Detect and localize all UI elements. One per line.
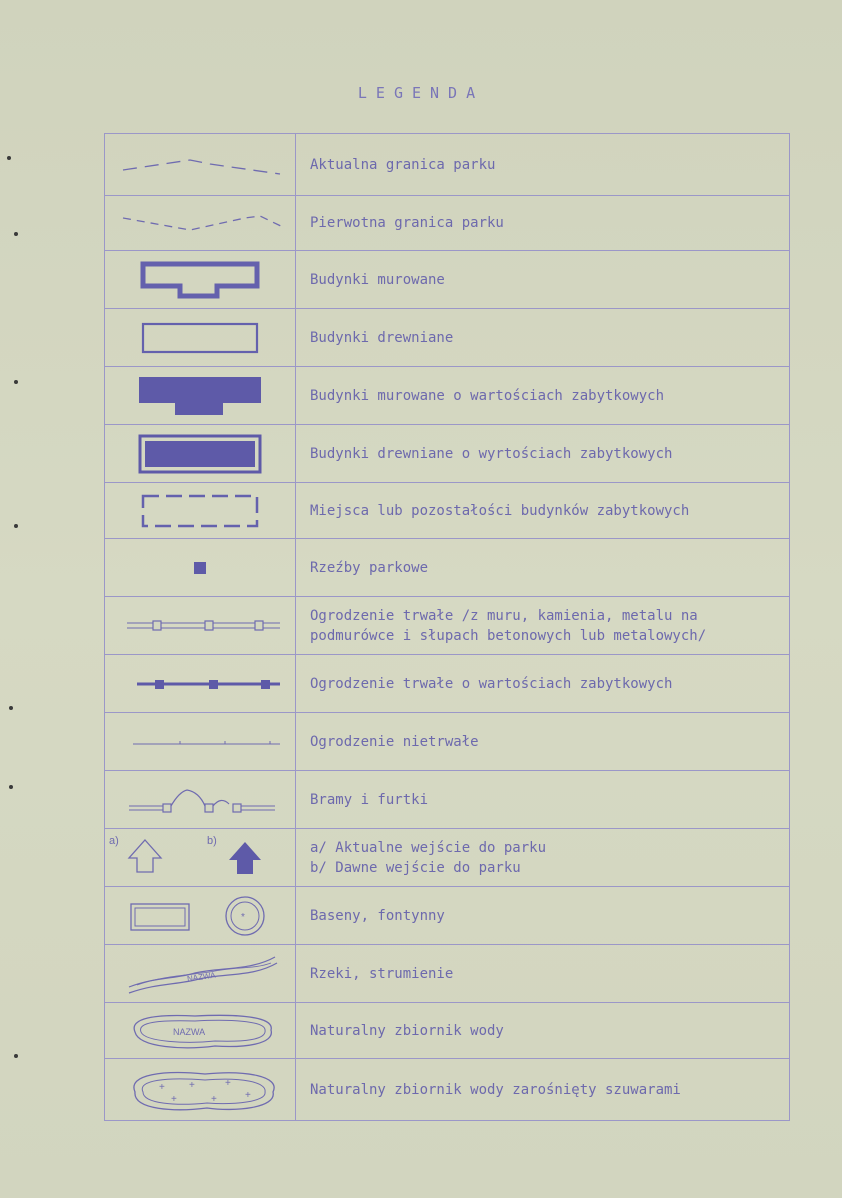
- symbol-cell: [105, 713, 296, 771]
- legend-row: [105, 771, 790, 829]
- svg-text:*: *: [241, 911, 245, 923]
- svg-text:+: +: [159, 1081, 165, 1093]
- legend-row: [105, 1003, 790, 1059]
- legend-row: [105, 367, 790, 425]
- label-b: b): [207, 834, 217, 847]
- gate-icon: [115, 780, 285, 820]
- symbol-cell: [105, 483, 296, 539]
- masonry-building-outline-icon: [135, 258, 265, 302]
- symbol-cell: [105, 425, 296, 483]
- legend-row: [105, 134, 790, 196]
- symbol-cell: [105, 597, 296, 655]
- symbol-cell: [105, 196, 296, 251]
- legend-row: [105, 309, 790, 367]
- pool-fountain-icon: [115, 894, 285, 938]
- fence-hollow-posts-icon: [115, 614, 285, 638]
- svg-text:+: +: [211, 1093, 217, 1105]
- legend-table: [104, 133, 790, 1121]
- river-icon: [115, 949, 285, 999]
- wooden-building-outline-icon: [135, 318, 265, 358]
- legend-row: [105, 713, 790, 771]
- legend-description-line-1: Ogrodzenie trwałe /z muru, kamienia, metalu na: [310, 607, 698, 624]
- label-a: a): [109, 834, 119, 847]
- legend-description: Budynki drewniane o wyrtościach zabytkowych: [296, 425, 790, 483]
- dashed-peak-line-icon: [115, 150, 285, 180]
- legend-description: Miejsca lub pozostałości budynków zabytkowych: [296, 483, 790, 539]
- legend-description: Ogrodzenie nietrwałe: [296, 713, 790, 771]
- symbol-cell: [105, 887, 296, 945]
- legend-row: [105, 887, 790, 945]
- fence-ticks-icon: [115, 732, 285, 752]
- symbol-cell: [105, 655, 296, 713]
- legend-description: Budynki drewniane: [296, 309, 790, 367]
- wooden-building-filled-icon: [135, 432, 265, 476]
- svg-text:+: +: [189, 1079, 195, 1091]
- legend-description: Bramy i furtki: [296, 771, 790, 829]
- legend-row: [105, 539, 790, 597]
- symbol-cell: [105, 134, 296, 196]
- legend-row: [105, 655, 790, 713]
- legend-description: Baseny, fontynny: [296, 887, 790, 945]
- page-title: LEGENDA: [357, 84, 485, 102]
- margin-mark: [14, 232, 18, 236]
- symbol-cell: [105, 1059, 296, 1121]
- legend-description: Aktualna granica parku: [296, 134, 790, 196]
- legend-description: [296, 597, 790, 655]
- legend-description-line-1: a/ Aktualne wejście do parku: [310, 839, 547, 856]
- legend-description: Naturalny zbiornik wody: [296, 1003, 790, 1059]
- symbol-cell: [105, 1003, 296, 1059]
- overgrown-pond-icon: [115, 1062, 285, 1118]
- legend-description: Naturalny zbiornik wody zarośnięty szuwarami: [296, 1059, 790, 1121]
- legend-description: Budynki murowane o wartościach zabytkowych: [296, 367, 790, 425]
- symbol-cell: [105, 251, 296, 309]
- symbol-cell: [105, 945, 296, 1003]
- legend-row: [105, 196, 790, 251]
- pond-name-label: NAZWA: [173, 1026, 206, 1037]
- legend-description: Rzeźby parkowe: [296, 539, 790, 597]
- legend-description: Budynki murowane: [296, 251, 790, 309]
- svg-text:+: +: [225, 1077, 231, 1089]
- legend-description: [296, 829, 790, 887]
- symbol-cell: [105, 309, 296, 367]
- legend-row: [105, 829, 790, 887]
- margin-mark: [14, 380, 18, 384]
- legend-row: [105, 945, 790, 1003]
- legend-description: Pierwotna granica parku: [296, 196, 790, 251]
- legend-description: Ogrodzenie trwałe o wartościach zabytkowych: [296, 655, 790, 713]
- margin-mark: [7, 156, 11, 160]
- legend-row: [105, 597, 790, 655]
- svg-text:+: +: [171, 1093, 177, 1105]
- fence-filled-posts-icon: [115, 672, 285, 696]
- pond-icon: [115, 1006, 285, 1056]
- dashed-rectangle-icon: [135, 490, 265, 532]
- masonry-building-filled-icon: [135, 373, 265, 419]
- symbol-cell: [105, 367, 296, 425]
- legend-description-line-2: b/ Dawne wejście do parku: [310, 859, 521, 876]
- margin-mark: [9, 706, 13, 710]
- legend-row: [105, 251, 790, 309]
- symbol-cell: [105, 829, 296, 887]
- legend-description: Rzeki, strumienie: [296, 945, 790, 1003]
- legend-row: [105, 425, 790, 483]
- svg-text:+: +: [245, 1089, 251, 1101]
- margin-mark: [14, 1054, 18, 1058]
- margin-mark: [9, 785, 13, 789]
- small-square-icon: [190, 558, 210, 578]
- symbol-cell: [105, 539, 296, 597]
- legend-row: [105, 1059, 790, 1121]
- river-name-label: NAZWA: [186, 970, 217, 983]
- legend-row: [105, 483, 790, 539]
- margin-mark: [14, 524, 18, 528]
- symbol-cell: [105, 771, 296, 829]
- entrance-arrows-icon: [105, 830, 295, 886]
- legend-description-line-2: podmurówce i słupach betonowych lub metalowych/: [310, 627, 707, 644]
- dashed-valley-line-icon: [115, 208, 285, 238]
